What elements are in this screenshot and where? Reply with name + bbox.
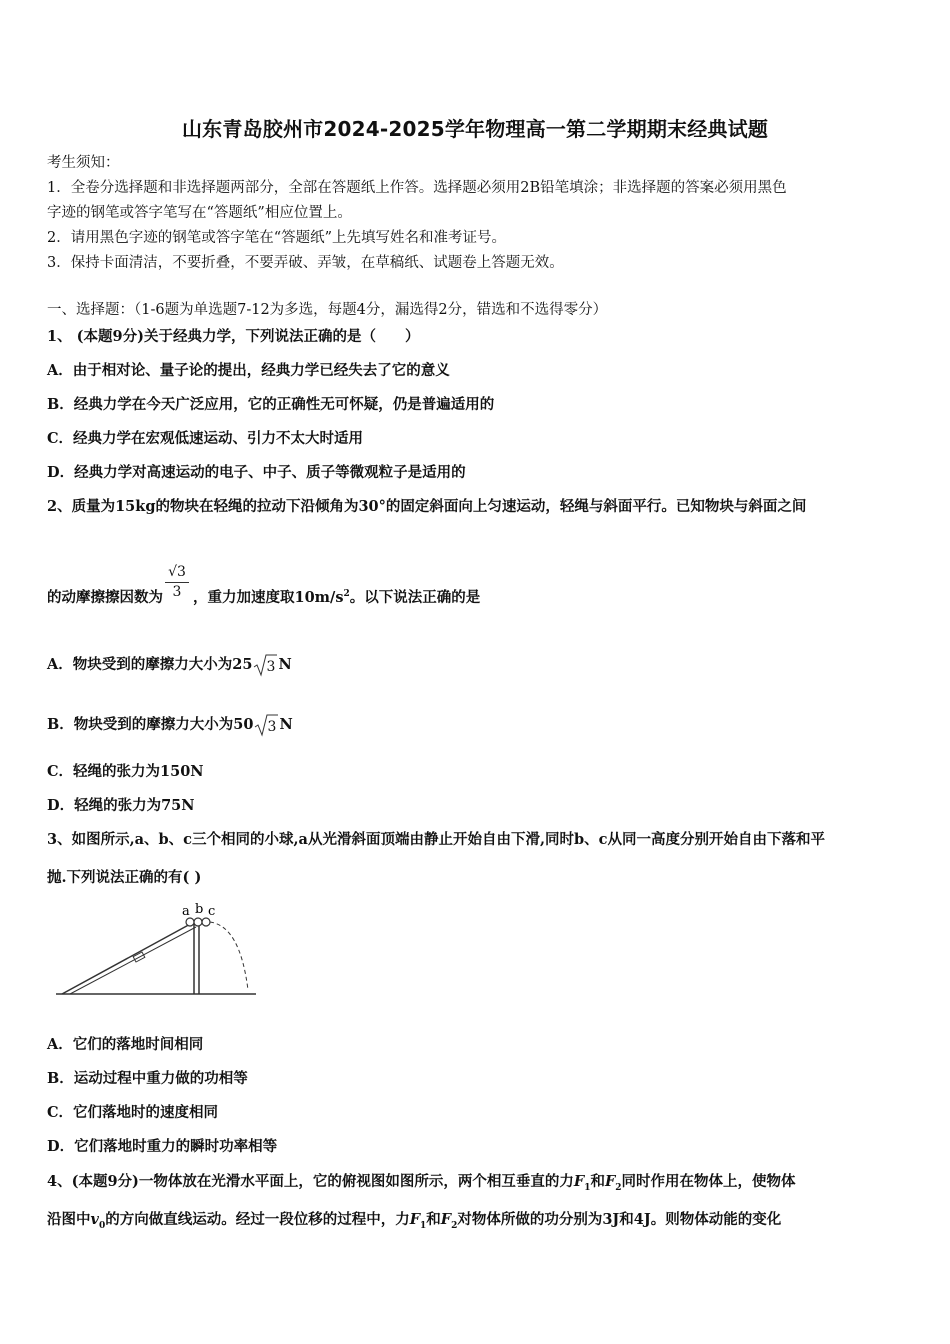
q2-fraction-denominator: 3 (172, 584, 182, 600)
q1-option-b: B．经典力学在今天广泛应用，它的正确性无可怀疑，仍是普遍适用的 (47, 396, 495, 413)
notice-heading: 考生须知： (47, 155, 120, 171)
q3-option-a: A．它们的落地时间相同 (47, 1036, 204, 1053)
q2-stem-line2 (47, 584, 480, 608)
page-title: 山东青岛胶州市2024-2025学年物理高一第二学期期末经典试题 (181, 117, 769, 141)
incline-bottom-edge (70, 927, 196, 994)
q2-stem-part1: 的动摩擦擦因数为 (47, 588, 163, 606)
incline-top-edge (62, 922, 194, 994)
q4-and: 和 (590, 1173, 605, 1190)
notice-line-4: 3．保持卡面清洁，不要折叠，不要弄破、弄皱，在草稿纸、试题卷上答题无效。 (47, 255, 564, 271)
q1-option-d: D．经典力学对高速运动的电子、中子、质子等微观粒子是适用的 (47, 464, 466, 481)
q2-option-a-unit: N (278, 656, 292, 673)
q3-stem-line1: 3、如图所示,a、b、c三个相同的小球,a从光滑斜面顶端由静止开始自由下滑,同时b、c从同一高度分别开始自由下落和平 (47, 831, 825, 848)
q1-option-c: C．经典力学在宏观低速运动、引力不太大时适用 (47, 430, 364, 447)
q4-stem-line2 (47, 1210, 781, 1236)
q2-option-a-radicand: 3 (266, 659, 276, 675)
q4-stem-part4: 的方向做直线运动。经过一段位移的过程中，力 (105, 1211, 410, 1228)
q2-stem-part2: ，重力加速度取10m/s (193, 588, 344, 606)
q3-option-d: D．它们落地时重力的瞬时功率相等 (47, 1138, 278, 1155)
q3-stem-line2: 抛.下列说法正确的有( ) (47, 869, 202, 886)
q2-option-b-unit: N (279, 716, 293, 733)
q2-option-c: C．轻绳的张力为150N (47, 763, 204, 780)
section-heading: 一、选择题：（1-6题为单选题7-12为多选，每题4分，漏选得2分，错选和不选得零分） (47, 302, 608, 318)
q4-stem-part1: 4、(本题9分)一物体放在光滑水平面上，它的俯视图如图所示，两个相互垂直的力 (47, 1173, 574, 1190)
q2-exponent: 2 (343, 589, 350, 599)
ball-b (194, 918, 202, 926)
notice-line-3: 2．请用黑色字迹的钢笔或答字笔在“答题纸”上先填写姓名和准考证号。 (47, 230, 507, 246)
q3-option-b: B．运动过程中重力做的功相等 (47, 1070, 248, 1087)
ball-c (202, 918, 210, 926)
q4-stem-part2: 同时作用在物体上，使物体 (621, 1173, 796, 1190)
q4-and-2: 和 (426, 1211, 441, 1228)
q4-stem-part5: 对物体所做的功分别为3J和4J。则物体动能的变化 (457, 1211, 782, 1228)
q1-option-a: A．由于相对论、量子论的提出，经典力学已经失去了它的意义 (47, 362, 450, 379)
q2-stem-part3: 。以下说法正确的是 (349, 588, 481, 606)
q4-force-2: F (604, 1173, 616, 1190)
q3-figure (52, 900, 262, 1000)
q4-force-2-sub: 2 (615, 1182, 622, 1193)
q2-option-b (47, 715, 293, 735)
label-a: a (182, 904, 190, 919)
q4-force-1b: F (409, 1211, 420, 1228)
q4-force-2b-sub: 2 (451, 1220, 458, 1231)
q3-option-c: C．它们落地时的速度相同 (47, 1104, 219, 1121)
q4-stem-part3: 沿图中 (47, 1211, 91, 1228)
q2-option-b-radicand: 3 (267, 719, 277, 735)
q4-force-1b-sub: 1 (420, 1220, 427, 1231)
q2-fraction (165, 563, 189, 601)
label-b: b (195, 902, 204, 917)
q4-velocity-sub: 0 (98, 1220, 106, 1231)
q2-fraction-numerator: √3 (165, 563, 189, 583)
q2-option-b-text: B．物块受到的摩擦力大小为50 (47, 716, 254, 733)
ball-a (186, 918, 194, 926)
q4-velocity: v (90, 1211, 99, 1228)
notice-line-1: 1．全卷分选择题和非选择题两部分，全部在答题纸上作答。选择题必须用2B铅笔填涂；非选择题的答案必须用黑色 (47, 180, 787, 196)
q2-option-a (47, 655, 292, 675)
q4-stem-line1 (47, 1172, 796, 1198)
q2-option-d: D．轻绳的张力为75N (47, 797, 195, 814)
q4-force-1: F (573, 1173, 585, 1190)
q2-option-a-text: A．物块受到的摩擦力大小为25 (47, 656, 253, 673)
notice-line-2: 字迹的钢笔或答字笔写在“答题纸”相应位置上。 (47, 205, 352, 221)
q1-stem: 1、 (本题9分)关于经典力学，下列说法正确的是（ ） (47, 328, 420, 345)
q4-force-2b: F (440, 1211, 452, 1228)
q2-stem-line1: 2、质量为15kg的物块在轻绳的拉动下沿倾角为30°的固定斜面向上匀速运动，轻绳与斜面平行。已知物块与斜面之间 (47, 498, 807, 515)
projectile-path (210, 922, 248, 990)
q4-force-1-sub: 1 (584, 1182, 591, 1193)
label-c: c (208, 904, 216, 919)
